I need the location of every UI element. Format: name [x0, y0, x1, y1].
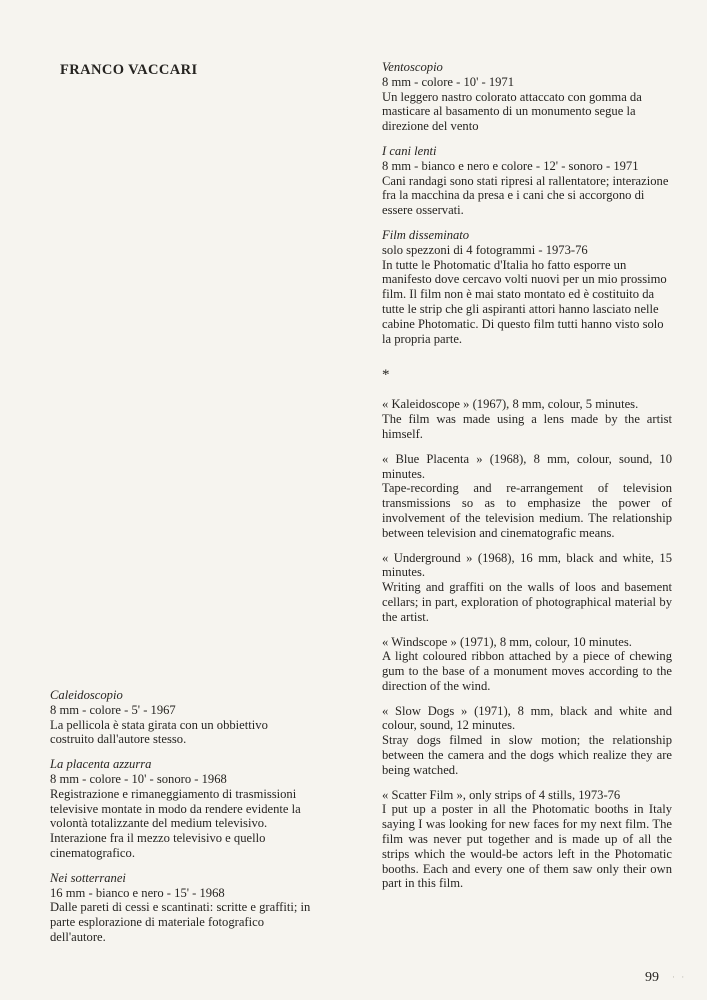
- english-heading: « Scatter Film », only strips of 4 stills, 1973-76: [382, 787, 621, 802]
- author-heading: FRANCO VACCARI: [60, 62, 198, 78]
- film-description: Registrazione e rimaneggiamento di trasmissioni televisive montate in modo da rendere evidente la volontà totalizzante del medium televisivo. Interazione fra il mezzo televisivo e quello cinematografico.: [50, 786, 301, 860]
- english-entry-slow-dogs: [382, 704, 672, 778]
- film-meta: 8 mm - bianco e nero e colore - 12' - sonoro - 1971: [382, 158, 639, 173]
- english-heading: « Blue Placenta » (1968), 8 mm, colour, sound, 10 minutes.: [382, 451, 672, 481]
- film-description: Un leggero nastro colorato attaccato con gomma da masticare al basamento di un monumento segue la direzione del vento: [382, 89, 642, 134]
- film-title: I cani lenti: [382, 143, 437, 158]
- italian-left-column: [50, 688, 312, 955]
- film-description: In tutte le Photomatic d'Italia ho fatto esporre un manifesto dove cercavo volti nuovi per un mio prossimo film. Il film non è mai stato montato ed è costituito da tutte le strip che gli aspiranti attori hanno lasciato nelle cabine Photomatic. Di questo film tutti hanno visto solo la propria parte.: [382, 257, 667, 346]
- film-entry-caleidoscopio: [50, 688, 312, 747]
- english-heading: « Windscope » (1971), 8 mm, colour, 10 minutes.: [382, 634, 632, 649]
- english-heading: « Underground » (1968), 16 mm, black and white, 15 minutes.: [382, 550, 672, 580]
- film-title: La placenta azzurra: [50, 757, 152, 772]
- film-entry-nei-sotterranei: [50, 871, 312, 945]
- film-entry-film-disseminato: [382, 228, 672, 346]
- film-title: Film disseminato: [382, 227, 470, 242]
- english-entry-kaleidoscope: [382, 397, 672, 441]
- right-column: [382, 60, 672, 901]
- film-description: La pellicola è stata girata con un obbiettivo costruito dall'autore stesso.: [50, 717, 268, 747]
- film-meta: 8 mm - colore - 10' - 1971: [382, 74, 515, 89]
- film-meta: solo spezzoni di 4 fotogrammi - 1973-76: [382, 242, 588, 257]
- film-entry-ventoscopio: [382, 60, 672, 134]
- english-heading: « Kaleidoscope » (1967), 8 mm, colour, 5 minutes.: [382, 397, 639, 412]
- film-description: Cani randagi sono stati ripresi al rallentatore; interazione fra la macchina da presa e i cani che si accorgono di essere osservati.: [382, 173, 669, 218]
- film-title: Ventoscopio: [382, 60, 443, 74]
- film-meta: 16 mm - bianco e nero - 15' - 1968: [50, 885, 225, 900]
- english-entry-underground: [382, 551, 672, 625]
- margin-dots: · ·: [672, 972, 687, 982]
- english-body: Stray dogs filmed in slow motion; the relationship between the camera and the dogs which realize they are being watched.: [382, 733, 672, 777]
- english-entry-blue-placenta: [382, 452, 672, 541]
- film-entry-placenta-azzurra: [50, 757, 312, 861]
- page-number: 99: [645, 970, 659, 985]
- english-heading: « Slow Dogs » (1971), 8 mm, black and white and colour, sound, 12 minutes.: [382, 703, 672, 733]
- english-entry-windscope: [382, 635, 672, 694]
- film-title: Caleidoscopio: [50, 688, 123, 702]
- film-meta: 8 mm - colore - 10' - sonoro - 1968: [50, 771, 227, 786]
- english-body: The film was made using a lens made by the artist himself.: [382, 412, 672, 441]
- english-body: A light coloured ribbon attached by a piece of chewing gum to the base of a monument moves according to the direction of the wind.: [382, 649, 672, 693]
- section-separator: *: [382, 367, 390, 384]
- english-entry-scatter-film: [382, 788, 672, 892]
- english-body: I put up a poster in all the Photomatic booths in Italy saying I was looking for new faces for my next film. The film was never put together and is made up of all the strips which the would-be actors left in the Photomatic booths. Each and every one of them saw only their own part in this film.: [382, 802, 672, 891]
- film-entry-cani-lenti: [382, 144, 672, 218]
- film-description: Dalle pareti di cessi e scantinati: scritte e graffiti; in parte esplorazione di materiale fotografico dell'autore.: [50, 900, 311, 944]
- film-title: Nei sotterranei: [50, 870, 126, 885]
- english-body: Tape-recording and re-arrangement of television transmissions so as to emphasize the power of involvement of the television medium. The relationship between television and cinematografic means.: [382, 481, 672, 540]
- english-body: Writing and graffiti on the walls of loos and basement cellars; in part, exploration of photographical material by the artist.: [382, 580, 672, 624]
- film-meta: 8 mm - colore - 5' - 1967: [50, 702, 176, 717]
